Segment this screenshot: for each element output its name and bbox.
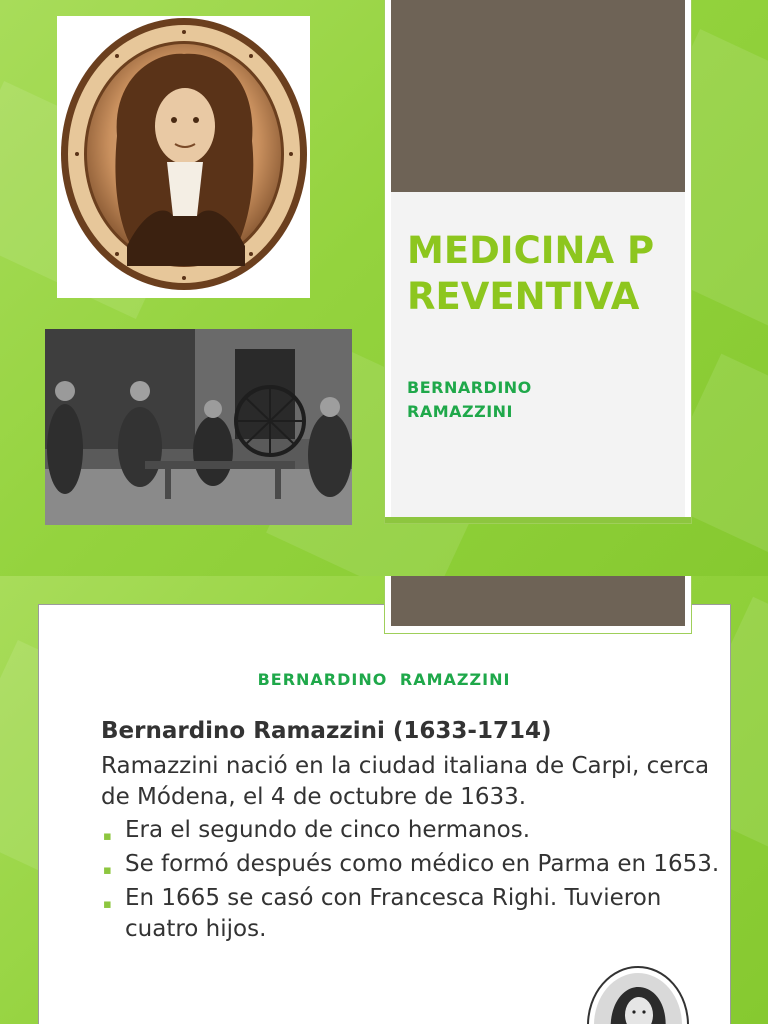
slide-2-title-panel: [384, 576, 692, 634]
square-bullet-icon: ▪: [103, 863, 112, 878]
list-item: [101, 849, 721, 880]
slide-2-top-bar: [391, 576, 685, 626]
slide-subtitle: BERNARDINO RAMAZZINI: [407, 378, 532, 421]
slide-2: [0, 576, 768, 1024]
intro-paragraph: Ramazzini nació en la ciudad italiana de Carpi, cerca de Módena, el 4 de octubre de 1633.: [101, 753, 710, 810]
lead-line: Bernardino Ramazzini (1633-1714): [101, 718, 552, 744]
square-bullet-icon: ▪: [103, 829, 112, 844]
title-panel: [384, 0, 692, 524]
square-bullet-icon: ▪: [103, 897, 112, 912]
slide-2-heading: BERNARDINO RAMAZZINI: [257, 670, 511, 689]
bullet-list: [101, 815, 721, 945]
bullet-text: En 1665 se casó con Francesca Righi. Tuvieron cuatro hijos.: [125, 885, 662, 942]
list-item: [101, 883, 721, 945]
ramazzini-portrait: [57, 16, 310, 298]
engraved-portrait-image: [583, 965, 694, 1024]
title-panel-accent-bar: [385, 517, 691, 523]
bullet-text: Era el segundo de cinco hermanos.: [125, 817, 531, 843]
bullet-text: Se formó después como médico en Parma en 1653.: [125, 851, 720, 877]
slide-title: MEDICINA PREVENTIVA: [407, 229, 655, 318]
list-item: [101, 815, 721, 846]
engraved-portrait-image: [57, 16, 310, 298]
title-panel-top-bar: [391, 0, 685, 192]
small-engraved-portrait: [583, 965, 694, 1024]
title-panel-inner: [391, 0, 685, 517]
historical-photo: [45, 329, 352, 525]
slide-2-body: [101, 716, 721, 948]
spinning-women-photo: [45, 329, 352, 525]
